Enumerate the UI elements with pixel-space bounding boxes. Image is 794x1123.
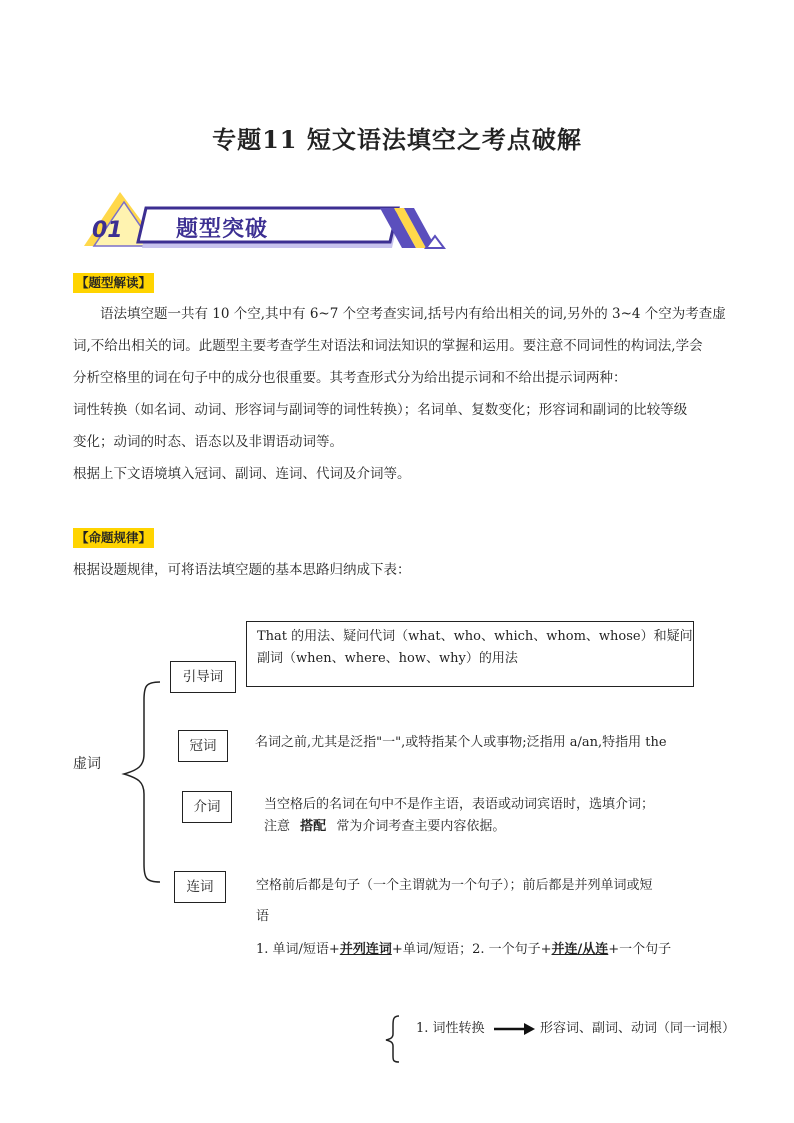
desc-line: That 的用法、疑问代词（what、who、which、whom、whose）和疑问 [257,629,693,644]
node-box-conjunction: 连词 [174,871,226,903]
question-type-paragraph [73,298,733,490]
banner-text: 题型突破 [176,217,269,242]
paragraph-line: 分析空格里的词在句子中的成分也很重要。其考查形式分为给出提示词和不给出提示词两种： [73,370,627,386]
arrow-right-icon [492,1022,536,1036]
paragraph-line: 根据上下文语境填入冠词、副词、连词、代词及介词等。 [73,466,411,482]
diagram-brace [118,676,168,888]
rule-text: +单词/短语；2. 一个句子+ [391,942,552,957]
desc-bold-text: 搭配 [300,819,327,834]
section-banner [80,190,450,252]
node-desc-box-introducer [246,621,694,687]
paragraph-line: 变化；动词的时态、语态以及非谓语动词等。 [73,434,343,450]
bottom-item: 1. 词性转换 [416,1021,485,1036]
rules-intro: 根据设题规律，可将语法填空题的基本思路归纳成下表： [73,562,411,578]
rule-emphasis: 并连/从连 [551,942,609,957]
node-box-article: 冠词 [178,730,228,762]
paragraph-line: 词性转换（如名词、动词、形容词与副词等的词性转换）；名词单、复数变化；形容词和副词的比较等级 [73,402,688,418]
diagram-root-label: 虚词 [73,756,101,772]
desc-line: 副词（when、where、how、why）的用法 [257,651,518,666]
desc-line-note [264,816,704,838]
desc-line: 名词之前,尤其是泛指"一",或特指某个人或事物;泛指用 a/an,特指用 the [255,735,667,750]
desc-text: 注意 [264,819,291,834]
node-box-introducer: 引导词 [170,661,236,693]
desc-line: 当空格后的名词在句中不是作主语，表语或动词宾语时，选填介词； [264,797,655,812]
rule-text: +一个句子 [608,942,672,957]
paragraph-line: 词,不给出相关的词。此题型主要考查学生对语法和词法知识的掌握和运用。要注意不同词性的构词法,学会 [73,338,703,354]
node-box-preposition: 介词 [182,791,232,823]
section-label-rules: 【命题规律】 [73,528,154,548]
conjunction-rule [256,939,716,961]
section-label-question-type: 【题型解读】 [73,273,154,293]
bottom-brace [383,1014,403,1064]
desc-line: 空格前后都是句子（一个主谓就为一个句子）；前后都是并列单词或短 [256,878,653,893]
banner-number: 01 [92,218,123,243]
desc-text: 常为介词考查主要内容依据。 [336,819,506,834]
desc-line: 语 [256,909,270,924]
bottom-result: 形容词、副词、动词（同一词根） [540,1021,736,1036]
paragraph-line: 语法填空题一共有 10 个空,其中有 6~7 个空考查实词,括号内有给出相关的词,另外的 3~4 个空为考查虚 [100,306,726,322]
rule-text: 1. 单词/短语+ [256,942,340,957]
page-title: 专题11 短文语法填空之考点破解 [212,125,582,154]
rule-emphasis: 并列连词 [339,942,392,957]
